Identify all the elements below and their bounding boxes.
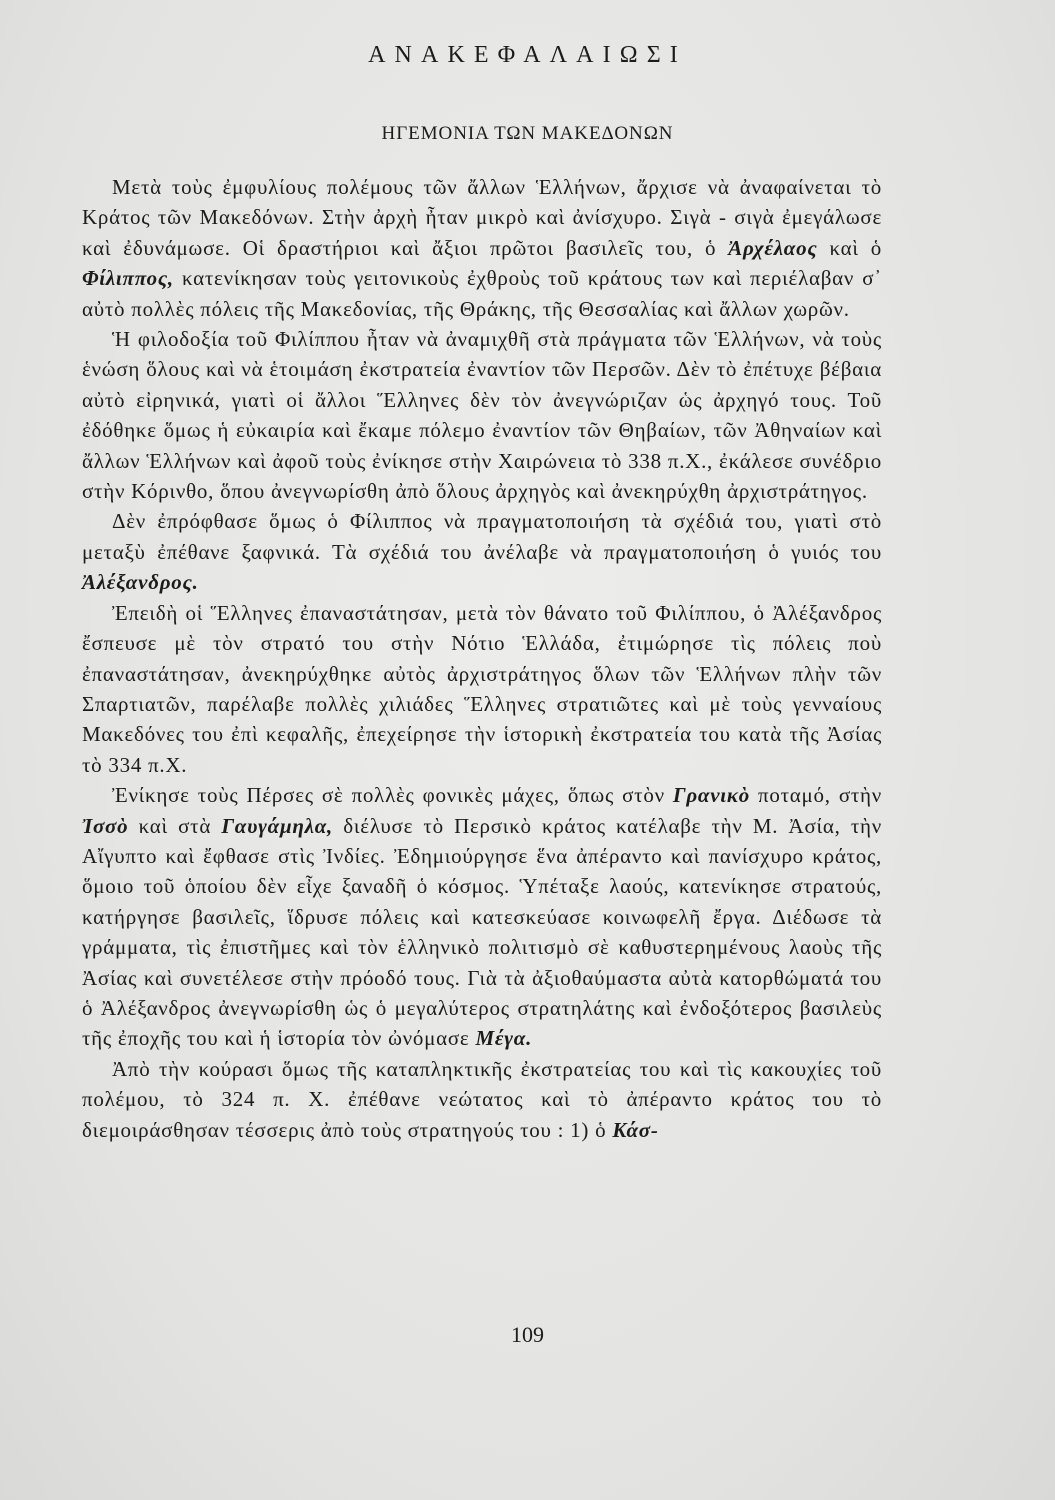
text-run: καὶ στὰ [128, 813, 222, 838]
paragraph [82, 324, 882, 506]
text-run: Ἐνίκησε τοὺς Πέρσες σὲ πολλὲς φονικὲς μάχες, ὅπως στὸν [112, 783, 673, 808]
emphasized-name: Κάσ- [612, 1117, 659, 1142]
text-run: Δὲν ἐπρόφθασε ὅμως ὁ Φίλιππος νὰ πραγματοποιήση τὰ σχέδιά του, γιατὶ στὸ μεταξὺ ἐπέθανε ξαφνικά. Τὰ σχέδιά του ἀνέλαβε νὰ πραγματοποιήση ὁ γυιός του [82, 509, 882, 564]
text-run: ποταμό, στὴν [749, 783, 882, 808]
text-run: Ἐπειδὴ οἱ Ἕλληνες ἐπαναστάτησαν, μετὰ τὸν θάνατο τοῦ Φιλίππου, ὁ Ἀλέξανδρος ἔσπευσε μὲ τὸν στρατό του στὴν Νότιο Ἑλλάδα, ἐτιμώρησε τὶς πόλεις ποὺ ἐπαναστάτησαν, ἀνεκηρύχθηκε αὐτὸς ἀρχιστράτηγος ὅλων τῶν Ἑλλήνων πλὴν τῶν Σπαρτιατῶν, παρέλαβε πολλὲς χιλιάδες Ἕλληνες στρατιῶτες καὶ μὲ τοὺς γενναίους Μακεδόνες του ἐπὶ κεφαλῆς, ἐπεχείρησε τὴν ἱστορικὴ ἐκστρατεία του κατὰ τῆς Ἀσίας τὸ 334 π.Χ. [82, 600, 882, 777]
chapter-title: ΑΝΑΚΕΦΑΛΑΙΩΣΙ [368, 42, 687, 68]
page-number: 109 [511, 1322, 544, 1347]
paragraph [82, 506, 882, 597]
emphasized-name: Ἀρχέλαος [728, 235, 818, 260]
text-run: Ἡ φιλοδοξία τοῦ Φιλίππου ἦταν νὰ ἀναμιχθῆ στὰ πράγματα τῶν Ἑλλήνων, νὰ τοὺς ἑνώση ὅλους καὶ νὰ ἑτοιμάση ἐκστρατεία ἐναντίον τῶν Περσῶν. Δὲν τὸ ἐπέτυχε βέβαια αὐτὸ εἰρηνικά, γιατὶ οἱ ἄλλοι Ἕλληνες δὲν τὸν ἀνεγνώριζαν ὡς ἀρχηγό τους. Τοῦ ἐδόθηκε ὅμως ἡ εὐκαιρία καὶ ἔκαμε πόλεμο ἐναντίον τῶν Θηβαίων, τῶν Ἀθηναίων καὶ ἄλλων Ἑλλήνων καὶ ἀφοῦ τοὺς ἐνίκησε στὴν Χαιρώνεια τὸ 338 π.Χ., ἐκάλεσε συνέδριο στὴν Κόρινθο, ὅπου ἀνεγνωρίσθη ἀπὸ ὅλους ἀρχηγὸς καὶ ἀνεκηρύχθη ἀρχιστράτηγος. [82, 327, 882, 504]
text-run: Μετὰ τοὺς ἐμφυλίους πολέμους τῶν ἄλλων Ἑλλήνων, ἄρχισε νὰ ἀναφαίνεται τὸ Κράτος τῶν Μακεδόνων. Στὴν ἀρχὴ ἦταν μικρὸ καὶ ἀνίσχυρο. Σιγὰ - σιγὰ ἐμεγάλωσε καὶ ἐδυνάμωσε. Οἱ δραστήριοι καὶ ἄξιοι πρῶτοι βασιλεῖς του, ὁ [82, 175, 882, 260]
paragraph [82, 1054, 882, 1145]
emphasized-name: Γρανικὸ [672, 783, 750, 808]
emphasized-name: Γαυγάμηλα, [221, 813, 334, 838]
text-run: Ἀπὸ τὴν κούρασι ὅμως τῆς καταπληκτικῆς ἐκστρατείας του καὶ τὶς κακουχίες τοῦ πολέμου, τὸ 324 π. Χ. ἐπέθανε νεώτατος καὶ τὸ ἀπέραντο κράτος του τὸ διεμοιράσθησαν τέσσερις ἀπὸ τοὺς στρατηγούς του : 1) ὁ [82, 1056, 882, 1142]
text-run: κατενίκησαν τοὺς γειτονικοὺς ἐχθροὺς τοῦ κράτους των καὶ περιέλαβαν σ᾿ αὐτὸ πολλὲς πόλεις τῆς Μακεδονίας, τῆς Θράκης, τῆς Θεσσαλίας καὶ ἄλλων χωρῶν. [82, 266, 882, 321]
text-run: καὶ ὁ [817, 235, 882, 260]
emphasized-name: Μέγα. [475, 1026, 533, 1051]
paragraph [82, 172, 882, 324]
paragraph [82, 598, 882, 780]
body-text [82, 172, 882, 1145]
emphasized-name: Ἰσσὸ [82, 813, 129, 838]
emphasized-name: Ἀλέξανδρος. [82, 570, 199, 595]
text-run: διέλυσε τὸ Περσικὸ κράτος κατέλαβε τὴν Μ. Ἀσία, τὴν Αἴγυπτο καὶ ἔφθασε στὶς Ἰνδίες. Ἐδημιούργησε ἕνα ἀπέραντο καὶ πανίσχυρο κράτος, ὅμοιο τοῦ ὁποίου δὲν εἶχε ξαναδῆ ὁ κόσμος. Ὑπέταξε λαούς, κατενίκησε στρατούς, κατήργησε βασιλεῖς, ἵδρυσε πόλεις καὶ κατεσκεύασε κοινωφελῆ ἔργα. Διέδωσε τὰ γράμματα, τὶς ἐπιστῆμες καὶ τὸν ἑλληνικὸ πολιτισμὸ σὲ καθυστερημένους λαοὺς τῆς Ἀσίας καὶ συνετέλεσε στὴν πρόοδό τους. Γιὰ τὰ ἀξιοθαύμαστα αὐτὰ κατορθώματά του ὁ Ἀλέξανδρος ἀνεγνωρίσθη ὡς ὁ μεγαλύτερος στρατηλάτης καὶ ἐνδοξότερος βασιλεὺς τῆς ἐποχῆς του καὶ ἡ ἱστορία τὸν ὠνόμασε [82, 813, 882, 1051]
paragraph [82, 780, 882, 1054]
section-title: ΗΓΕΜΟΝΙΑ ΤΩΝ ΜΑΚΕΔΟΝΩΝ [381, 123, 674, 144]
emphasized-name: Φίλιππος, [82, 266, 174, 291]
